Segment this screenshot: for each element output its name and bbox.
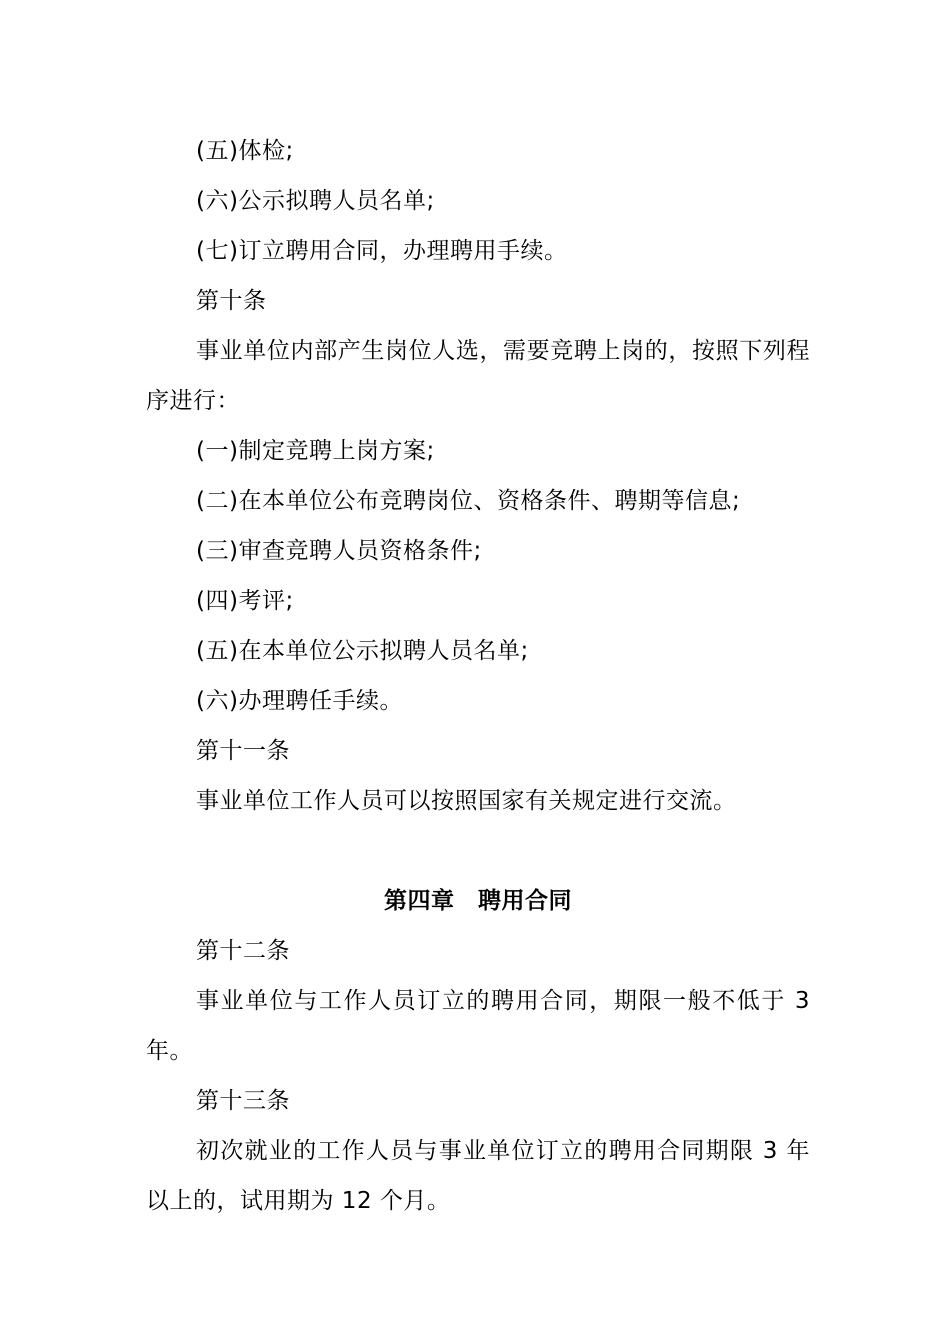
list-item-publicize-internal: (五)在本单位公示拟聘人员名单;: [196, 638, 529, 664]
list-item-sign-contract: (七)订立聘用合同，办理聘用手续。: [196, 238, 568, 264]
list-item-review-qualifications: (三)审查竞聘人员资格条件;: [196, 538, 482, 564]
list-item-appointment-procedure: (六)办理聘任手续。: [196, 688, 403, 714]
article-12-body: 事业单位与工作人员订立的聘用合同，期限一般不低于 3 年。: [146, 988, 818, 1064]
list-item-physical-exam: (五)体检;: [196, 138, 294, 164]
document-body: [146, 126, 818, 1226]
article-heading-13: 第十三条: [196, 1088, 290, 1114]
article-11-body: 事业单位工作人员可以按照国家有关规定进行交流。: [196, 788, 737, 814]
article-heading-10: 第十条: [196, 288, 267, 314]
article-10-body: 事业单位内部产生岗位人选，需要竞聘上岗的，按照下列程序进行：: [146, 338, 810, 414]
section-spacer: [146, 826, 810, 876]
list-item-evaluation: (四)考评;: [196, 588, 294, 614]
chapter-title: 第四章 聘用合同: [384, 888, 572, 914]
list-item-publish-positions: (二)在本单位公布竞聘岗位、资格条件、聘期等信息;: [196, 488, 741, 514]
list-item-competition-plan: (一)制定竞聘上岗方案;: [196, 438, 435, 464]
article-heading-11: 第十一条: [196, 738, 290, 764]
list-item-publicize-candidates: (六)公示拟聘人员名单;: [196, 188, 435, 214]
article-13-body: 初次就业的工作人员与事业单位订立的聘用合同期限 3 年以上的，试用期为 12 个月。: [146, 1138, 810, 1214]
article-heading-12: 第十二条: [196, 938, 290, 964]
